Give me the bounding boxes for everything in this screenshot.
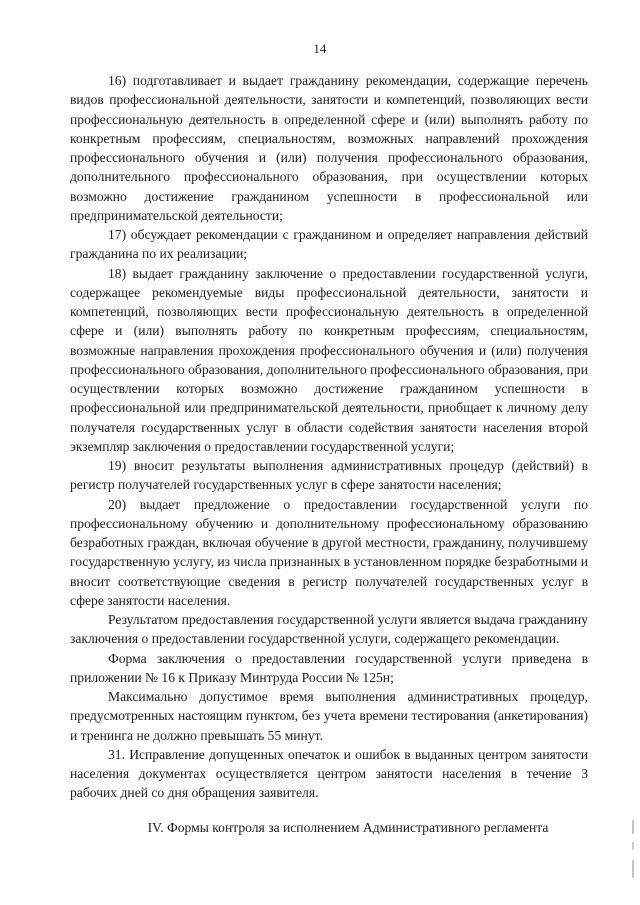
paragraph-item-18: 18) выдает гражданину заключение о предоставлении государственной услуги, содержащее рекомендуемые виды профессиональной деятельности, занятости и компетенций, позволяющих вести профессиональную деятельность в определенной сфере и (или) выполнять работу по конкретным профессиям, специальностям, возможные направления прохождения профессионального обучения и (или) получения профессионального образования, дополнительного профессионального образования, при осуществлении которых возможно достижение гражданином успешности в профессиональной или предпринимательской деятельности, приобщает к личному делу получателя государственных услуг в области содействия занятости населения второй экземпляр заключения о предоставлении государственной услуги; (70, 265, 588, 454)
paragraph-item-17: 17) обсуждает рекомендации с гражданином и определяет направления действий гражданина по их реализации; (70, 227, 588, 262)
paragraph-item-20: 20) выдает предложение о предоставлении государственной услуги по профессиональному обучению и дополнительному профессиональному образованию безработных граждан, включая обучение в другой местности, гражданину, получившему государственную услугу, из числа признанных в установленном порядке безработными и вносит соответствующие сведения в регистр получателей государственных услуг в сфере занятости населения. (70, 496, 588, 608)
page-number: 14 (313, 42, 327, 56)
paragraph-result: Результатом предоставления государственной услуги является выдача гражданину заключения о предоставлении государственной услуги, содержащего рекомендации. (70, 612, 588, 647)
paragraph-max-time: Максимально допустимое время выполнения административных процедур, предусмотренных настоящим пунктом, без учета времени тестирования (анкетирования) и тренинга не должно превышать 55 минут. (70, 689, 588, 743)
scan-edge-mark (630, 820, 636, 890)
paragraph-item-16: 16) подготавливает и выдает гражданину рекомендации, содержащие перечень видов профессиональной деятельности, занятости и компетенций, позволяющих вести профессиональную деятельность в определенной сфере и (или) выполнять работу по конкретным профессиям, специальностям, возможных направлений прохождения профессионального обучения и (или) получения профессионального образования, дополнительного профессионального образования, при осуществлении которых возможно достижение гражданином успешности в профессиональной или предпринимательской деятельности; (70, 73, 588, 223)
paragraph-31: 31. Исправление допущенных опечаток и ошибок в выданных центром занятости населения документах осуществляется центром занятости населения в течение 3 рабочих дней со дня обращения заявителя. (70, 746, 588, 801)
section-heading: IV. Формы контроля за исполнением Административного регламента (147, 820, 549, 835)
document-body (70, 71, 588, 803)
paragraph-form: Форма заключения о предоставлении государственной услуги приведена в приложении № 16 к Приказу Минтруда России № 125н; (70, 650, 588, 685)
paragraph-item-19: 19) вносит результаты выполнения административных процедур (действий) в регистр получателей государственных услуг в сфере занятости населения; (70, 458, 588, 493)
